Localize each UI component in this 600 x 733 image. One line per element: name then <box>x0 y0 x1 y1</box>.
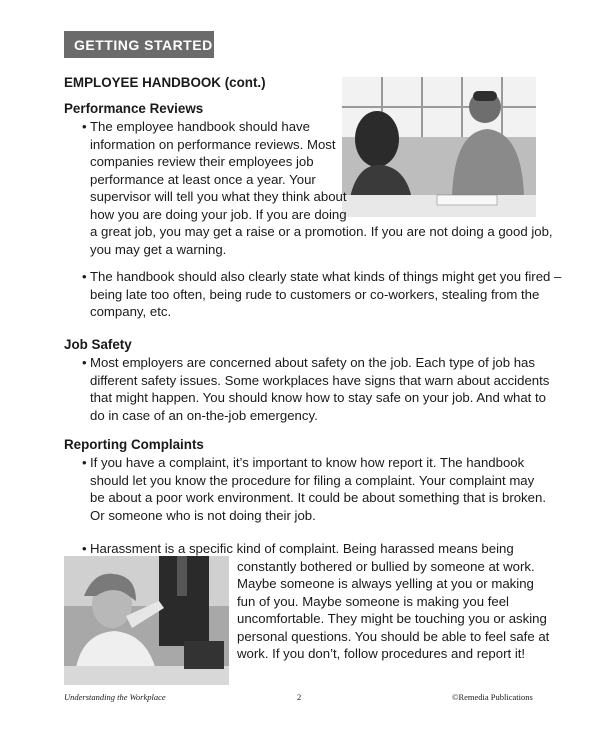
text-line: Or someone who is not doing their job. <box>90 507 316 523</box>
text-line: uncomfortable. They might be touching you or asking <box>237 611 547 626</box>
heading-reporting-complaints: Reporting Complaints <box>64 437 204 452</box>
text-line: a great job, you may get a raise or a promotion. If you are not doing a good job, <box>90 224 553 239</box>
heading-job-safety: Job Safety <box>64 337 132 352</box>
text-line: being late too often, being rude to customers or co-workers, stealing from the <box>90 286 540 302</box>
bullet: • <box>82 119 87 134</box>
bullet: • <box>82 269 87 284</box>
text-line: performance at least once a year. Your <box>90 171 316 187</box>
text-line: Maybe someone is always yelling at you or making <box>237 576 534 591</box>
text-line: that might happen. You should know how to stay safe on your job. And what to <box>90 390 547 405</box>
text-line: different safety issues. Some workplaces have signs that warn about accidents <box>90 372 550 388</box>
text-line: you may get a warning. <box>90 241 227 257</box>
text-line: companies review their employees job <box>90 154 314 169</box>
text-line: The handbook should also clearly state what kinds of things might get you fired – <box>90 269 562 284</box>
bullet: • <box>82 541 87 556</box>
text-line: how you are doing your job. If you are doing <box>90 206 347 222</box>
bullet: • <box>82 355 87 370</box>
page-title: EMPLOYEE HANDBOOK (cont.) <box>64 75 266 90</box>
footer-publisher: ©Remedia Publications <box>452 692 533 702</box>
harassment-photo <box>64 556 229 685</box>
text-line: constantly bothered or bullied by someone at work. <box>237 558 535 574</box>
text-line: The employee handbook should have <box>90 119 310 134</box>
text-line: supervisor will tell you what they think about <box>90 189 347 204</box>
text-line: work. If you don’t, follow procedures and report it! <box>237 646 526 661</box>
heading-performance-reviews: Performance Reviews <box>64 101 204 116</box>
text-line: do in case of an on-the-job emergency. <box>90 407 318 423</box>
text-line: should let you know the procedure for filing a complaint. Your complaint may <box>90 472 535 488</box>
text-line: company, etc. <box>90 304 172 319</box>
bullet: • <box>82 455 87 470</box>
text-line: fun of you. Maybe someone is making you feel <box>237 593 509 609</box>
footer-page-number: 2 <box>297 692 302 702</box>
footer-book-title: Understanding the Workplace <box>64 692 166 702</box>
text-line: be about a poor work environment. It could be about something that is broken. <box>90 490 546 505</box>
text-line: personal questions. You should be able to feel safe at <box>237 628 550 644</box>
meeting-photo <box>342 77 536 217</box>
section-badge: GETTING STARTED <box>64 31 214 58</box>
text-line: Most employers are concerned about safety on the job. Each type of job has <box>90 355 535 370</box>
text-line: If you have a complaint, it’s important to know how report it. The handbook <box>90 455 525 470</box>
text-line: Harassment is a specific kind of complaint. Being harassed means being <box>90 541 514 556</box>
text-line: information on performance reviews. Most <box>90 136 336 152</box>
